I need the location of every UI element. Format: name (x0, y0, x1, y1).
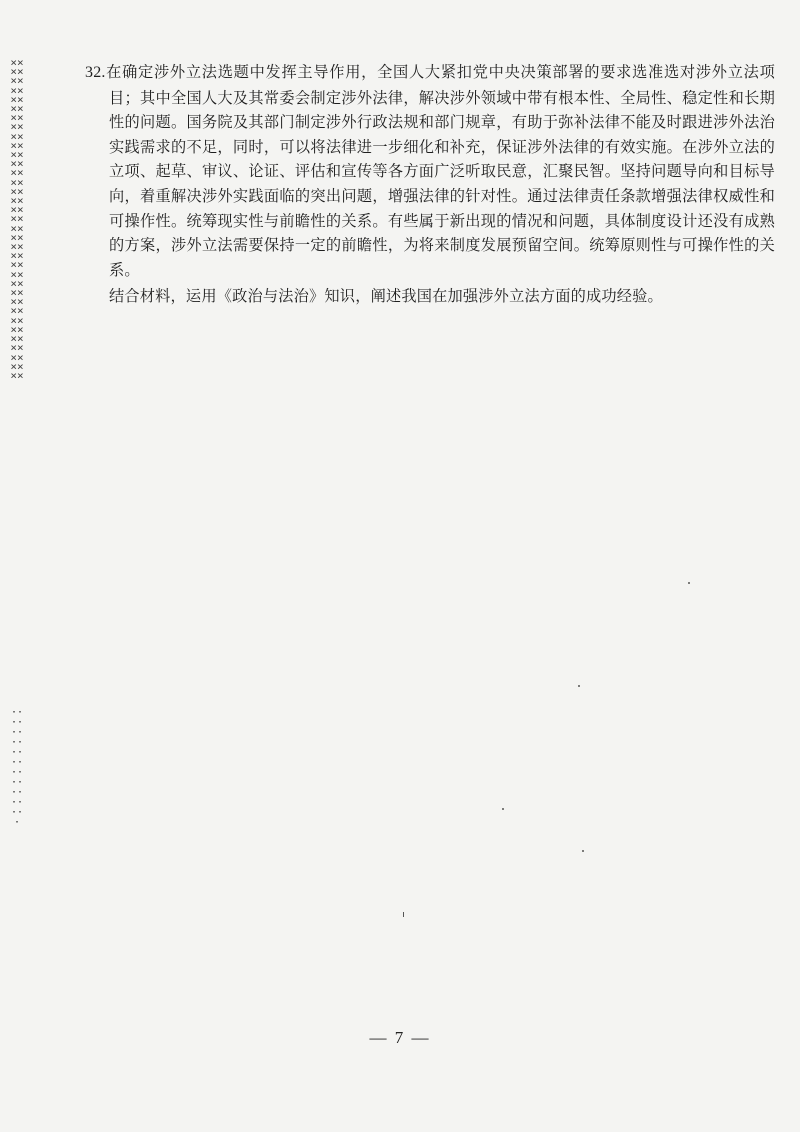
question-material-text: 在确定涉外立法选题中发挥主导作用，全国人大紧扣党中央决策部署的要求选准选对涉外立法项目；其中全国人大及其常委会制定涉外法律，解决涉外领域中带有根本性、全局性、稳定性和长期性的问题。国务院及其部门制定涉外行政法规和部门规章，有助于弥补法律不能及时跟进涉外法治实践需求的不足，同时，可以将法律进一步细化和补充，保证涉外法律的有效实施。在涉外立法的立项、起草、审议、论证、评估和宣传等各方面广泛听取民意，汇聚民智。坚持问题导向和目标导向，着重解决涉外实践面临的突出问题，增强法律的针对性。通过法律责任条款增强法律权威性和可操作性。统筹现实性与前瞻性的关系。有些属于新出现的情况和问题，具体制度设计还没有成熟的方案，涉外立法需要保持一定的前瞻性，为将来制度发展预留空间。统筹原则性与可操作性的关系。 (105, 63, 775, 279)
question-task: 结合材料，运用《政治与法治》知识，阐述我国在加强涉外立法方面的成功经验。 (109, 287, 663, 306)
question-material (85, 60, 775, 282)
binding-dot-marks: ······················· (10, 708, 24, 828)
binding-line-margin (10, 58, 32, 948)
scan-speck (688, 582, 690, 584)
scan-speck (502, 808, 504, 810)
question-number: 32. (85, 64, 106, 81)
question-32 (85, 60, 775, 309)
scan-speck (403, 912, 404, 917)
scan-speck (578, 685, 580, 687)
scan-speck (582, 850, 584, 852)
page-number: — 7 — (369, 1028, 431, 1047)
binding-cross-marks: ×××××××××××××××××××××××××××××××××××××××××××××××××××××××××××××××××××××× (10, 58, 24, 382)
